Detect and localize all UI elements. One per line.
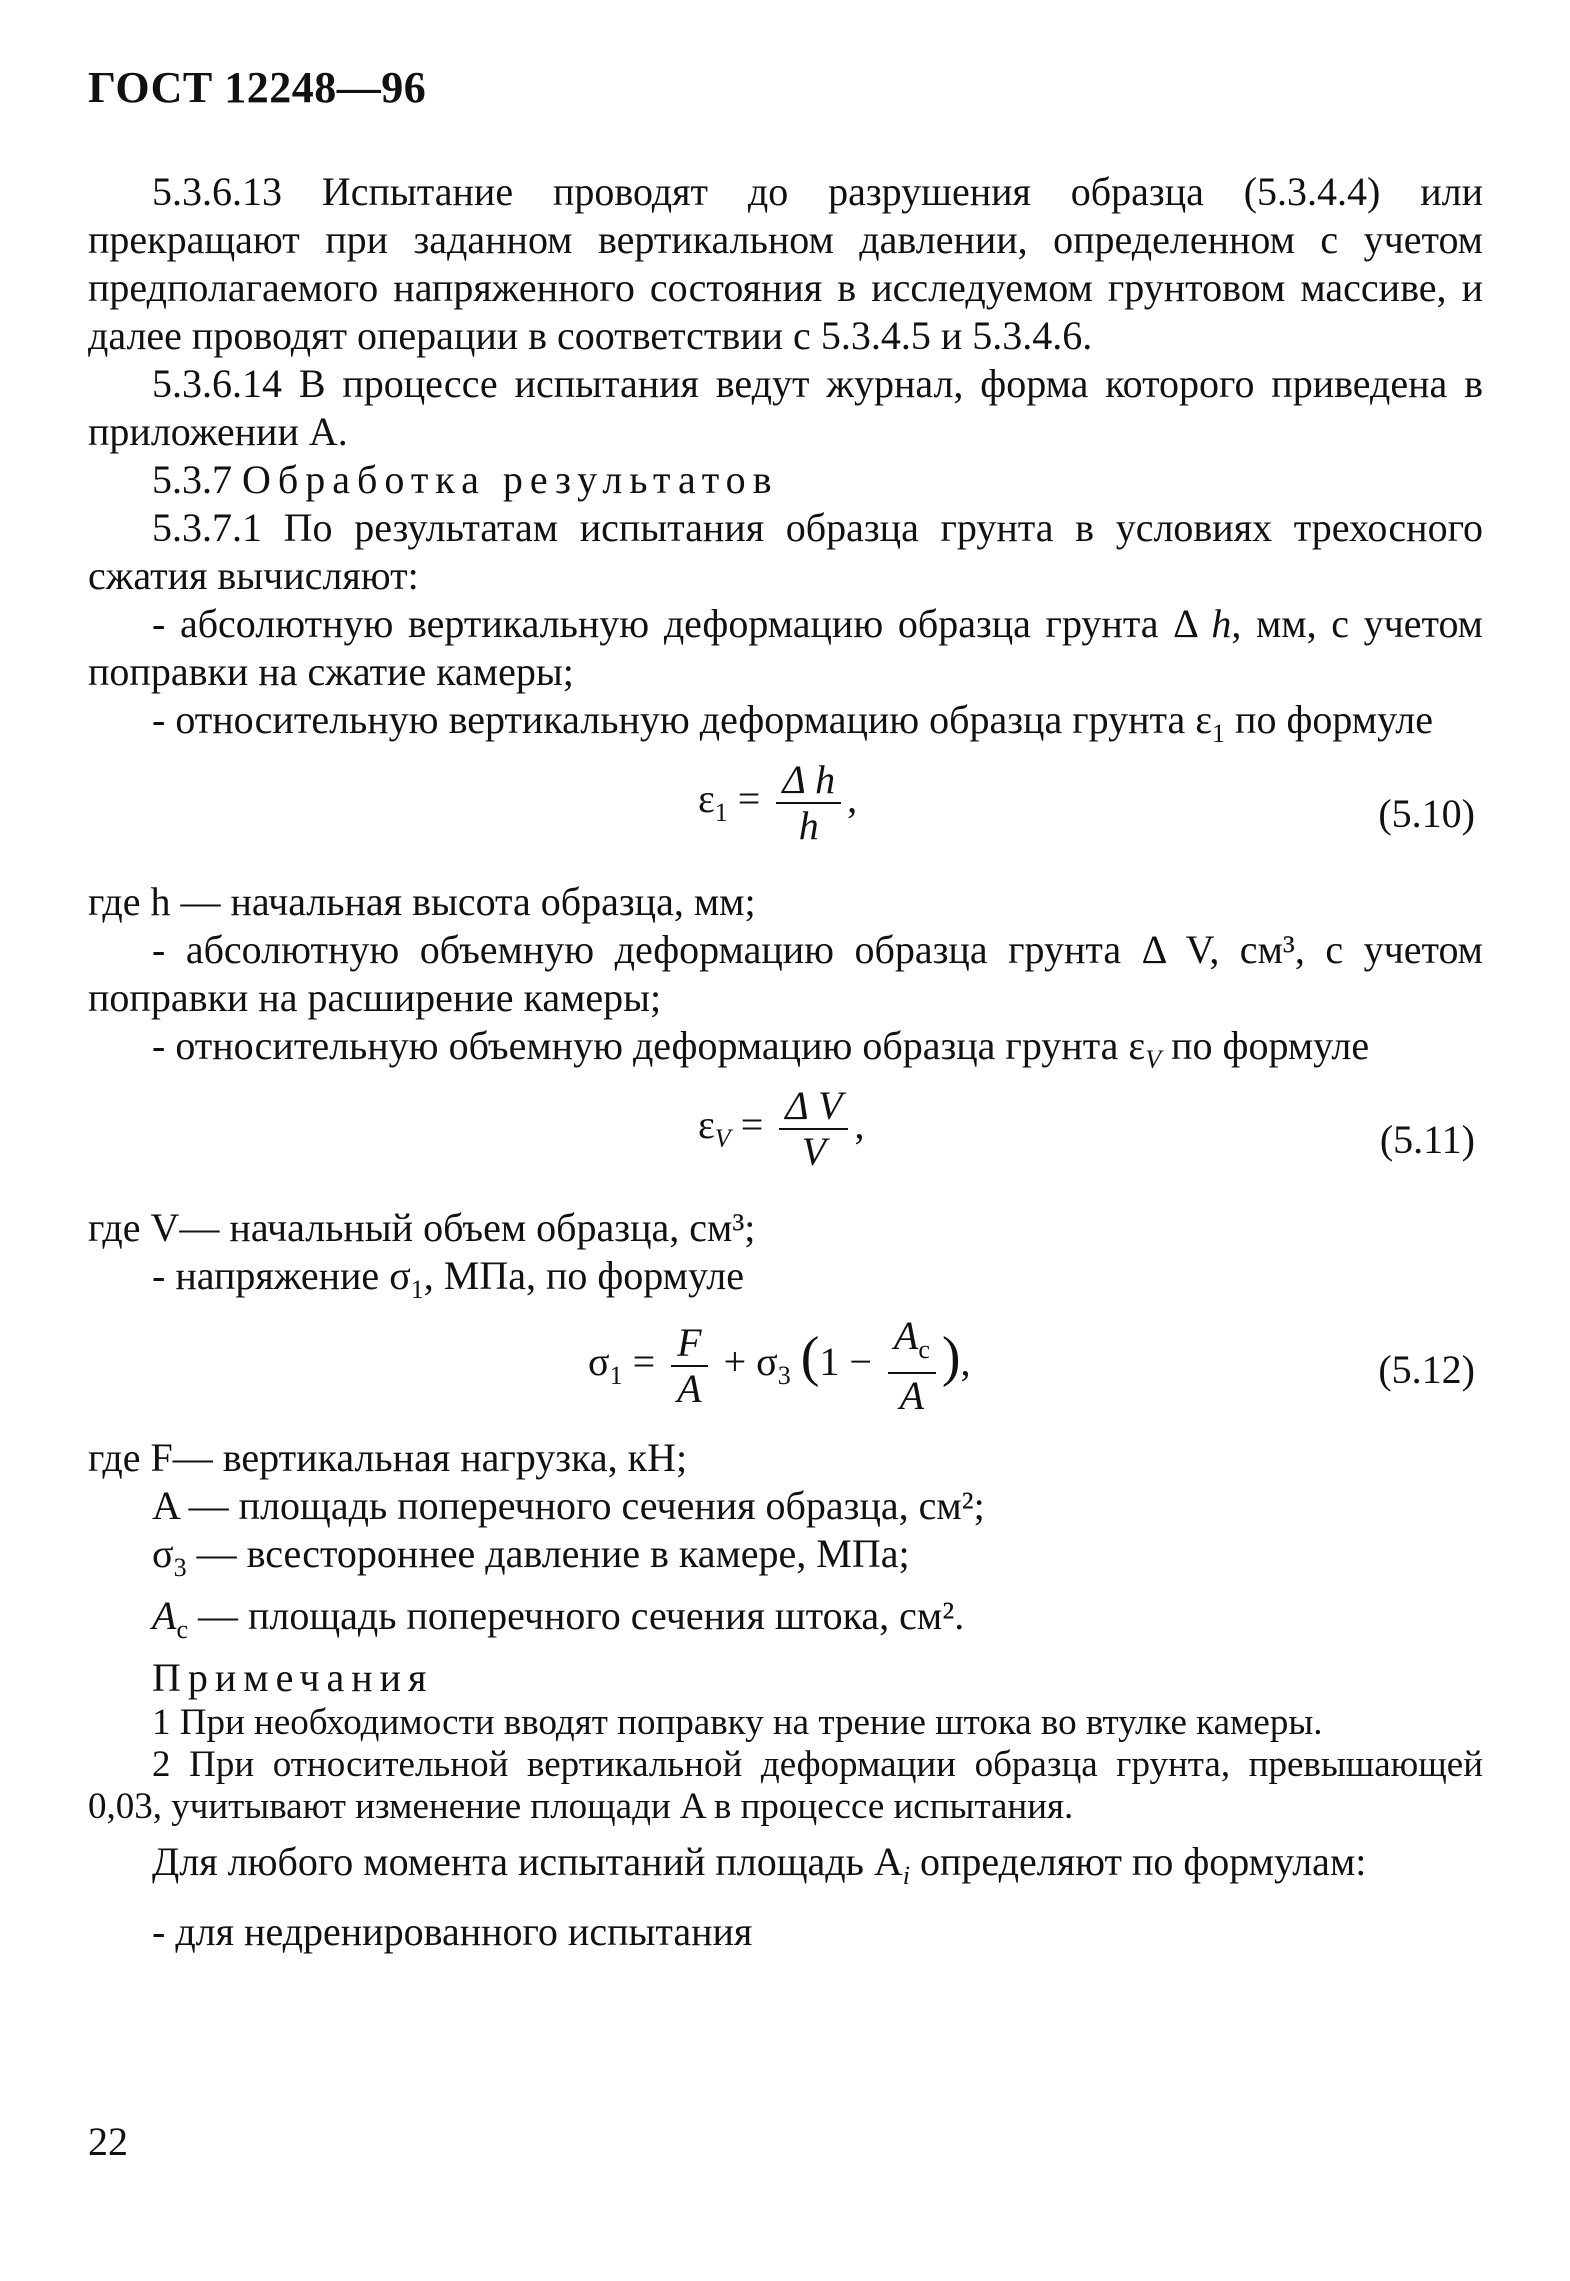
paragraph-area: Для любого момента испытаний площадь $A_i$ определяют по формулам:: [152, 1839, 1367, 1890]
equation-number: (5.11): [1379, 1117, 1475, 1162]
def-F: где F— вертикальная нагрузка, кН;: [88, 1435, 688, 1480]
section-heading-5-3-7: [88, 456, 1483, 504]
note-2: 2 При относительной вертикальной деформации образца грунта, превышающей 0,03, учитывают изменение площади A в процессе испытания.: [88, 1744, 1483, 1827]
notes-title: Примечания: [152, 1655, 434, 1700]
page-number: 22: [88, 2119, 128, 2164]
fraction: $\frac{\text{Δ V}}{V}$: [779, 1084, 848, 1174]
def-sigma3: $\sigma_3$ — всестороннее давление в камере, МПа;: [152, 1531, 910, 1582]
def-h: где h — начальная высота образца, мм;: [88, 879, 756, 924]
equation-number: (5.10): [1378, 791, 1475, 836]
paragraph-5-3-6-13: 5.3.6.13 Испытание проводят до разрушения образца (5.3.4.4) или прекращают при заданном вертикальном давлении, определенном с учетом предполагаемого напряженного состояния в исследуемом грунтовом массиве, и далее проводят операции в соответствии с 5.3.4.5 и 5.3.4.6.: [88, 169, 1483, 358]
note-1: 1 При необходимости вводят поправку на трение штока во втулке камеры.: [152, 1702, 1323, 1743]
fraction: $\frac{\text{Δ h}}{h}$: [776, 758, 841, 848]
def-Ac: $A_с$ — площадь поперечного сечения штока, см².: [152, 1593, 965, 1644]
item-rel-volume-deformation: - относительную объемную деформацию образца грунта $\varepsilon_V$ по формуле: [152, 1023, 1370, 1074]
def-A: A — площадь поперечного сечения образца, см²;: [152, 1483, 985, 1528]
paragraph-5-3-7-1: 5.3.7.1 По результатам испытания образца грунта в условиях трехосного сжатия вычисляют:: [88, 505, 1483, 598]
item-abs-vertical-deformation: - абсолютную вертикальную деформацию образца грунта Δ h, мм, с учетом поправки на сжатие камеры;: [88, 601, 1483, 694]
definitions-list: [88, 1482, 1483, 1654]
item-abs-volume-deformation: - абсолютную объемную деформацию образца грунта Δ V, см³, с учетом поправки на расширение камеры;: [88, 927, 1483, 1020]
formula-5-11: $\varepsilon_V$ = $\frac{\text{Δ V}}{V}$ , (5.11): [698, 1083, 1475, 1174]
section-title: Обработка результатов: [242, 457, 779, 502]
equation-number: (5.12): [1378, 1347, 1475, 1392]
item-rel-vertical-deformation: - относительную вертикальную деформацию образца грунта $\varepsilon_1$ по формуле: [152, 697, 1434, 748]
paragraph-5-3-6-14: 5.3.6.14 В процессе испытания ведут журнал, форма которого приведена в приложении А.: [88, 361, 1483, 454]
def-V: где V— начальный объем образца, см³;: [88, 1205, 756, 1250]
formula-5-12: $\sigma_1$ = $\frac{F}{A}$ + $\sigma_3$ (1 − $\frac{A_с}{A}$ ), (5.12): [588, 1313, 1475, 1418]
document-header: ГОСТ 12248—96: [88, 63, 427, 112]
item-stress: - напряжение $\sigma_1$, МПа, по формуле: [152, 1253, 744, 1304]
section-number: 5.3.7: [152, 457, 232, 502]
formula-5-10: $\varepsilon_1$ = $\frac{\text{Δ h}}{h}$ , (5.10): [698, 757, 1475, 848]
item-undrained: - для недренированного испытания: [152, 1909, 753, 1954]
notes: [88, 1702, 1483, 1828]
document-body: [88, 168, 1483, 1956]
